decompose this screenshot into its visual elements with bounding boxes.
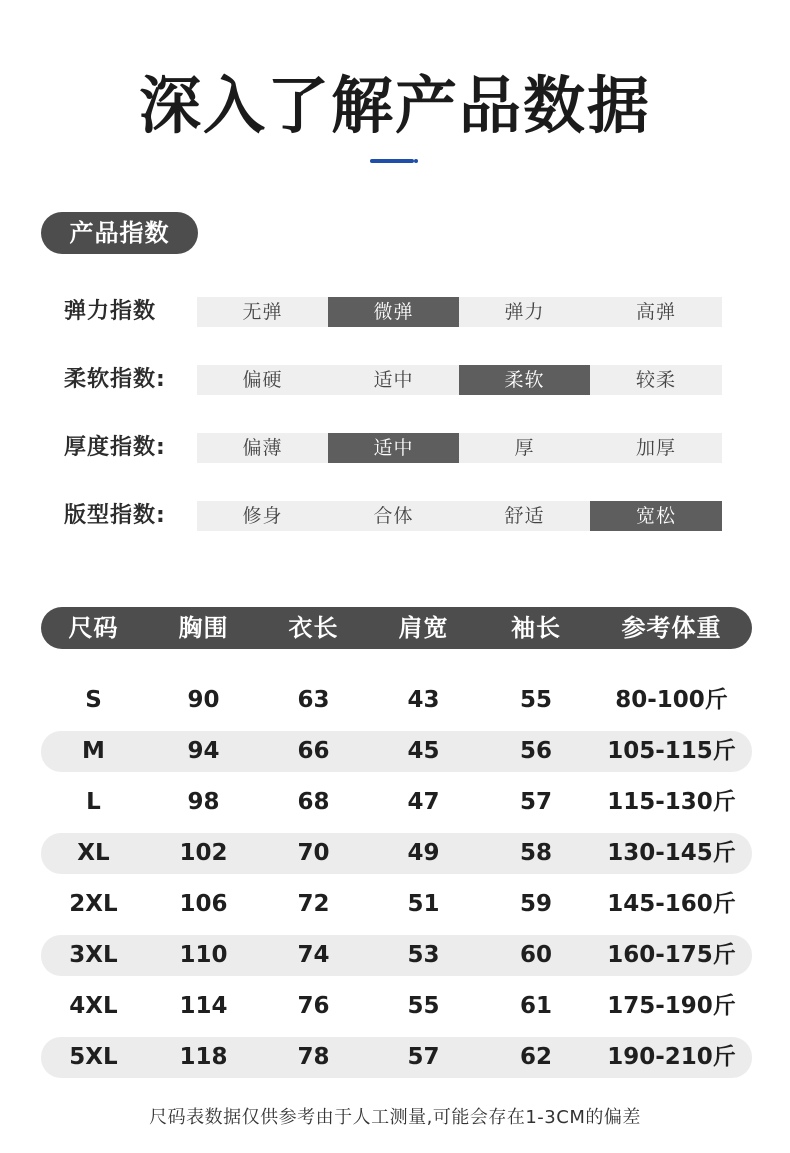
index-bar — [197, 297, 722, 327]
cell-length: 66 — [297, 738, 330, 764]
cell-size: XL — [77, 840, 110, 866]
index-option: 合体 — [373, 505, 414, 527]
cell-weight: 130-145斤 — [607, 840, 736, 866]
cell-chest: 90 — [187, 687, 220, 713]
index-option: 高弹 — [635, 301, 676, 323]
index-row-label: 版型指数: — [64, 503, 166, 528]
index-row-label: 柔软指数: — [64, 367, 166, 392]
cell-size: 3XL — [69, 942, 118, 968]
cell-chest: 98 — [187, 789, 220, 815]
cell-shoulder: 43 — [407, 687, 440, 713]
cell-size: S — [85, 687, 102, 713]
cell-length: 70 — [297, 840, 330, 866]
index-option: 弹力 — [504, 301, 545, 323]
cell-size: 2XL — [69, 891, 118, 917]
index-bar — [197, 433, 722, 463]
header-chest: 胸围 — [178, 614, 229, 642]
index-option: 厚 — [514, 437, 535, 459]
index-option: 偏薄 — [242, 437, 283, 459]
title-underline-dot — [414, 159, 418, 163]
cell-length: 76 — [297, 993, 330, 1019]
index-option: 较柔 — [635, 369, 676, 391]
index-option: 适中 — [328, 433, 459, 463]
index-row-softness — [0, 364, 790, 396]
table-row — [41, 731, 752, 772]
cell-sleeve: 62 — [519, 1044, 552, 1070]
cell-chest: 106 — [179, 891, 228, 917]
cell-weight: 145-160斤 — [607, 891, 736, 917]
cell-shoulder: 47 — [407, 789, 440, 815]
page-title: 深入了解产品数据 — [138, 69, 651, 142]
cell-sleeve: 55 — [519, 687, 552, 713]
cell-weight: 190-210斤 — [607, 1044, 736, 1070]
cell-weight: 105-115斤 — [607, 738, 736, 764]
title-underline — [370, 159, 414, 163]
cell-sleeve: 56 — [519, 738, 552, 764]
cell-sleeve: 61 — [519, 993, 552, 1019]
table-row — [41, 680, 752, 721]
cell-size: L — [86, 789, 101, 815]
measurement-footnote: 尺码表数据仅供参考由于人工测量,可能会存在1-3CM的偏差 — [149, 1107, 641, 1128]
index-row-label: 厚度指数: — [64, 435, 166, 460]
cell-chest: 118 — [179, 1044, 228, 1070]
cell-shoulder: 57 — [407, 1044, 440, 1070]
index-row-fit — [0, 500, 790, 532]
table-row — [41, 782, 752, 823]
cell-shoulder: 55 — [407, 993, 440, 1019]
index-bar — [197, 365, 722, 395]
cell-chest: 114 — [179, 993, 228, 1019]
cell-length: 74 — [297, 942, 330, 968]
table-row — [41, 1037, 752, 1078]
header-weight: 参考体重 — [621, 614, 722, 642]
header-length: 衣长 — [288, 614, 339, 642]
cell-sleeve: 57 — [519, 789, 552, 815]
cell-weight: 80-100斤 — [615, 687, 728, 713]
cell-sleeve: 59 — [519, 891, 552, 917]
cell-chest: 110 — [179, 942, 228, 968]
index-option: 无弹 — [242, 301, 283, 323]
index-option: 偏硬 — [242, 369, 283, 391]
cell-length: 68 — [297, 789, 330, 815]
index-option: 修身 — [242, 505, 283, 527]
cell-shoulder: 53 — [407, 942, 440, 968]
index-option: 宽松 — [590, 501, 722, 531]
cell-weight: 160-175斤 — [607, 942, 736, 968]
cell-shoulder: 51 — [407, 891, 440, 917]
index-row-elasticity — [0, 296, 790, 328]
index-row-thickness — [0, 432, 790, 464]
index-row-label: 弹力指数 — [64, 299, 157, 324]
cell-weight: 175-190斤 — [607, 993, 736, 1019]
cell-length: 72 — [297, 891, 330, 917]
header-shoulder: 肩宽 — [398, 614, 449, 642]
cell-shoulder: 49 — [407, 840, 440, 866]
index-option: 微弹 — [328, 297, 459, 327]
size-table-header — [41, 607, 752, 649]
table-row — [41, 884, 752, 925]
cell-length: 78 — [297, 1044, 330, 1070]
cell-chest: 94 — [187, 738, 220, 764]
table-row — [41, 986, 752, 1027]
header-sleeve: 袖长 — [511, 614, 561, 642]
cell-size: 4XL — [69, 993, 118, 1019]
cell-shoulder: 45 — [407, 738, 440, 764]
cell-length: 63 — [297, 687, 330, 713]
index-option: 加厚 — [635, 437, 676, 459]
product-index-heading: 产品指数 — [41, 212, 198, 254]
table-row — [41, 833, 752, 874]
index-option: 柔软 — [459, 365, 590, 395]
cell-size: 5XL — [69, 1044, 118, 1070]
index-bar — [197, 501, 722, 531]
index-option: 适中 — [373, 369, 414, 391]
cell-size: M — [82, 738, 105, 764]
cell-weight: 115-130斤 — [607, 789, 736, 815]
header-size: 尺码 — [68, 614, 119, 642]
cell-chest: 102 — [179, 840, 228, 866]
cell-sleeve: 60 — [519, 942, 552, 968]
table-row — [41, 935, 752, 976]
index-option: 舒适 — [504, 505, 545, 527]
cell-sleeve: 58 — [519, 840, 552, 866]
